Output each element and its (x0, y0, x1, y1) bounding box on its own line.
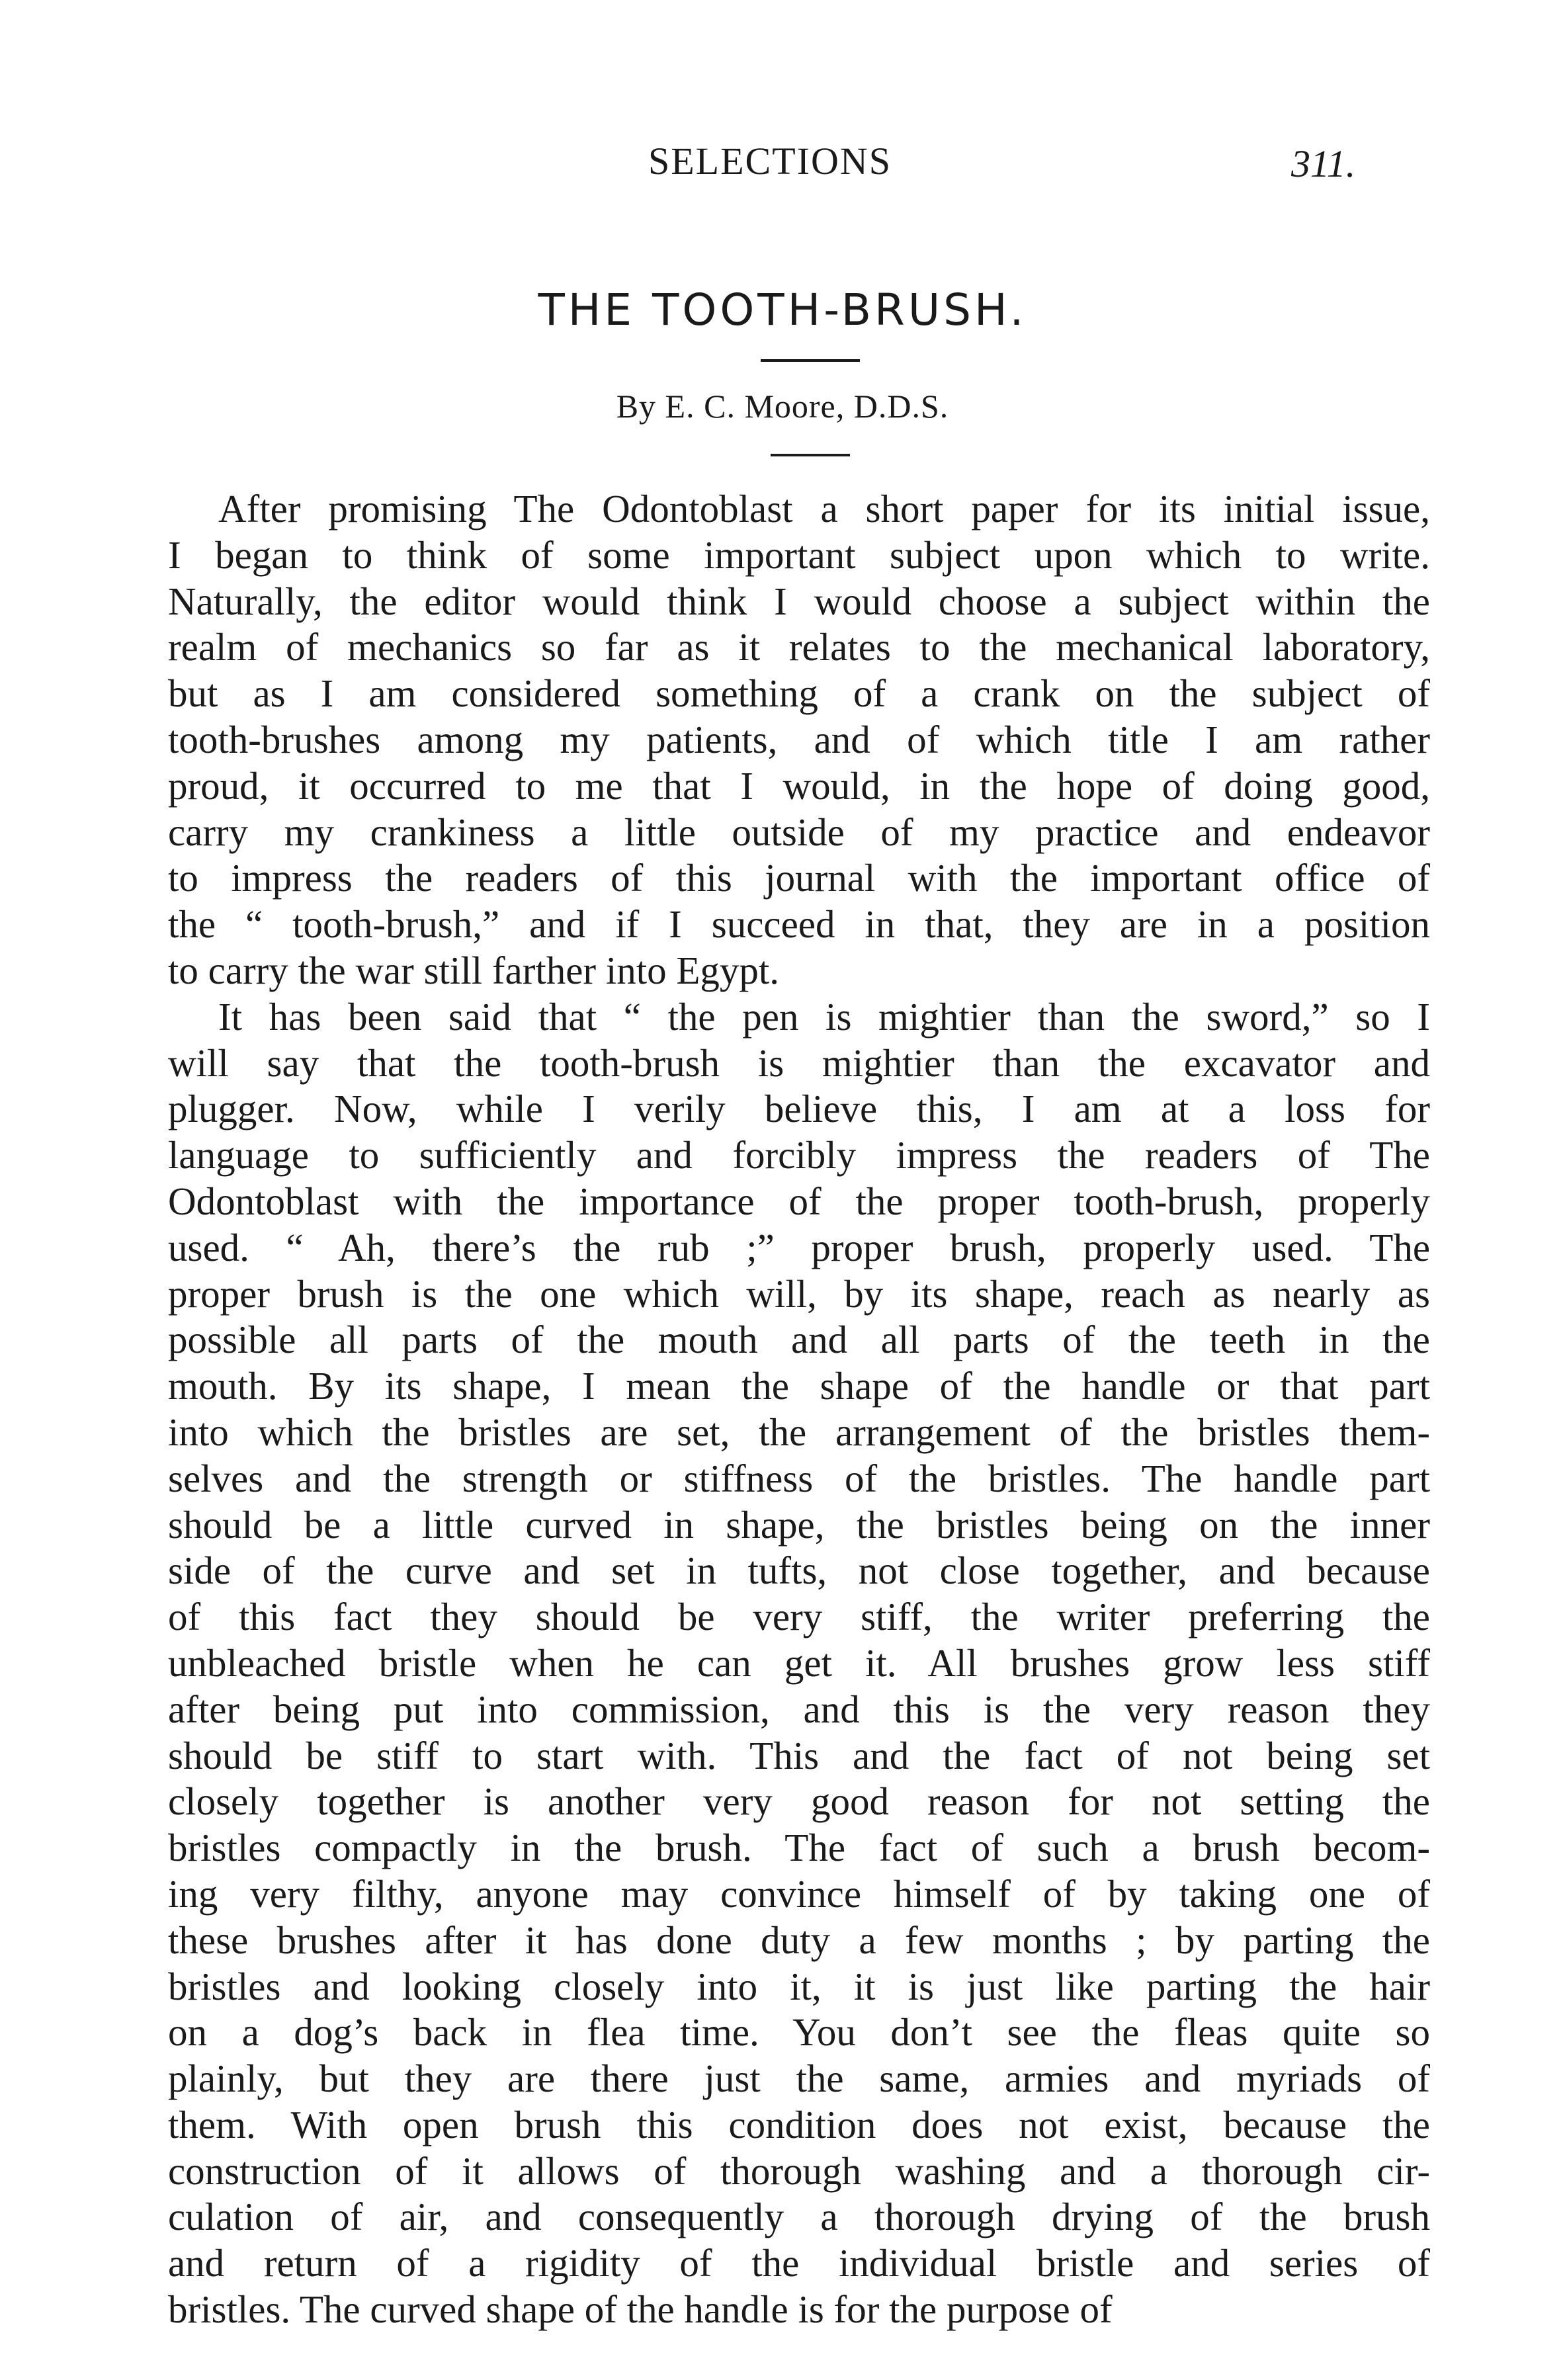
text-line: them. With open brush this condition does not exist, because the (168, 2102, 1430, 2146)
text-line: language to sufficiently and forcibly impress the readers of The (168, 1133, 1430, 1177)
text-line: after being put into commission, and this is the very reason they (168, 1687, 1430, 1731)
page-number: 311. (1291, 142, 1356, 185)
text-line: used. “ Ah, there’s the rub ;” proper brush, properly used. The (168, 1225, 1430, 1269)
text-line: closely together is another very good reason for not setting the (168, 1779, 1430, 1824)
text-line: realm of mechanics so far as it relates to the mechanical laboratory, (168, 625, 1430, 669)
text-line: mouth. By its shape, I mean the shape of the handle or that part (168, 1364, 1430, 1408)
running-head (0, 139, 1565, 192)
text-line: the “ tooth-brush,” and if I succeed in that, they are in a position (168, 902, 1430, 947)
text-line: proud, it occurred to me that I would, in the hope of doing good, (168, 763, 1430, 808)
text-line: should be stiff to start with. This and the fact of not being set (168, 1733, 1430, 1777)
running-title: SELECTIONS (648, 140, 892, 183)
text-line: carry my crankiness a little outside of my practice and endeavor (168, 810, 1430, 854)
text-line: but as I am considered something of a crank on the subject of (168, 671, 1430, 716)
text-line: It has been said that “ the pen is mightier than the sword,” so I (218, 994, 1430, 1039)
article-body (168, 486, 1430, 2333)
paragraph (168, 486, 1430, 994)
paragraph (168, 994, 1430, 2333)
byline-rule (771, 454, 850, 456)
text-line: and return of a rigidity of the individual bristle and series of (168, 2241, 1430, 2285)
text-line: unbleached bristle when he can get it. All brushes grow less stiff (168, 1640, 1430, 1685)
text-line: bristles. The curved shape of the handle is for the purpose of (168, 2287, 1113, 2332)
text-line: I began to think of some important subject upon which to write. (168, 532, 1430, 577)
text-line: Naturally, the editor would think I would choose a subject within the (168, 579, 1430, 623)
text-line: culation of air, and consequently a thorough drying of the brush (168, 2195, 1430, 2239)
text-line: to carry the war still farther into Egypt. (168, 948, 780, 992)
text-line: to impress the readers of this journal with the important office of (168, 856, 1430, 900)
text-line: bristles and looking closely into it, it is just like parting the hair (168, 1964, 1430, 2008)
text-line: should be a little curved in shape, the bristles being on the inner (168, 1502, 1430, 1547)
text-line: ing very filthy, anyone may convince himself of by taking one of (168, 1871, 1430, 1916)
text-line: side of the curve and set in tufts, not close together, and because (168, 1549, 1430, 1593)
text-line: bristles compactly in the brush. The fact of such a brush becom- (168, 1826, 1430, 1870)
text-line: Odontoblast with the importance of the proper tooth-brush, properly (168, 1179, 1430, 1223)
text-line: will say that the tooth-brush is mightier than the excavator and (168, 1041, 1430, 1085)
text-line: tooth-brushes among my patients, and of which title I am rather (168, 717, 1430, 761)
text-line: After promising The Odontoblast a short paper for its initial issue, (218, 487, 1430, 531)
text-line: proper brush is the one which will, by its shape, reach as nearly as (168, 1271, 1430, 1316)
text-line: on a dog’s back in flea time. You don’t see the fleas quite so (168, 2010, 1430, 2055)
text-line: plugger. Now, while I verily believe this, I am at a loss for (168, 1087, 1430, 1131)
byline: By E. C. Moore, D.D.S. (616, 388, 949, 425)
text-line: selves and the strength or stiffness of the bristles. The handle part (168, 1456, 1430, 1500)
article-title: THE TOOTH-BRUSH. (538, 284, 1027, 335)
text-line: of this fact they should be very stiff, the writer preferring the (168, 1595, 1430, 1639)
text-line: plainly, but they are there just the same, armies and myriads of (168, 2057, 1430, 2101)
text-line: construction of it allows of thorough washing and a thorough cir- (168, 2148, 1430, 2193)
title-rule (761, 359, 860, 362)
text-line: possible all parts of the mouth and all parts of the teeth in the (168, 1318, 1430, 1362)
text-line: these brushes after it has done duty a few months ; by parting the (168, 1918, 1430, 1962)
text-line: into which the bristles are set, the arrangement of the bristles them- (168, 1410, 1430, 1454)
